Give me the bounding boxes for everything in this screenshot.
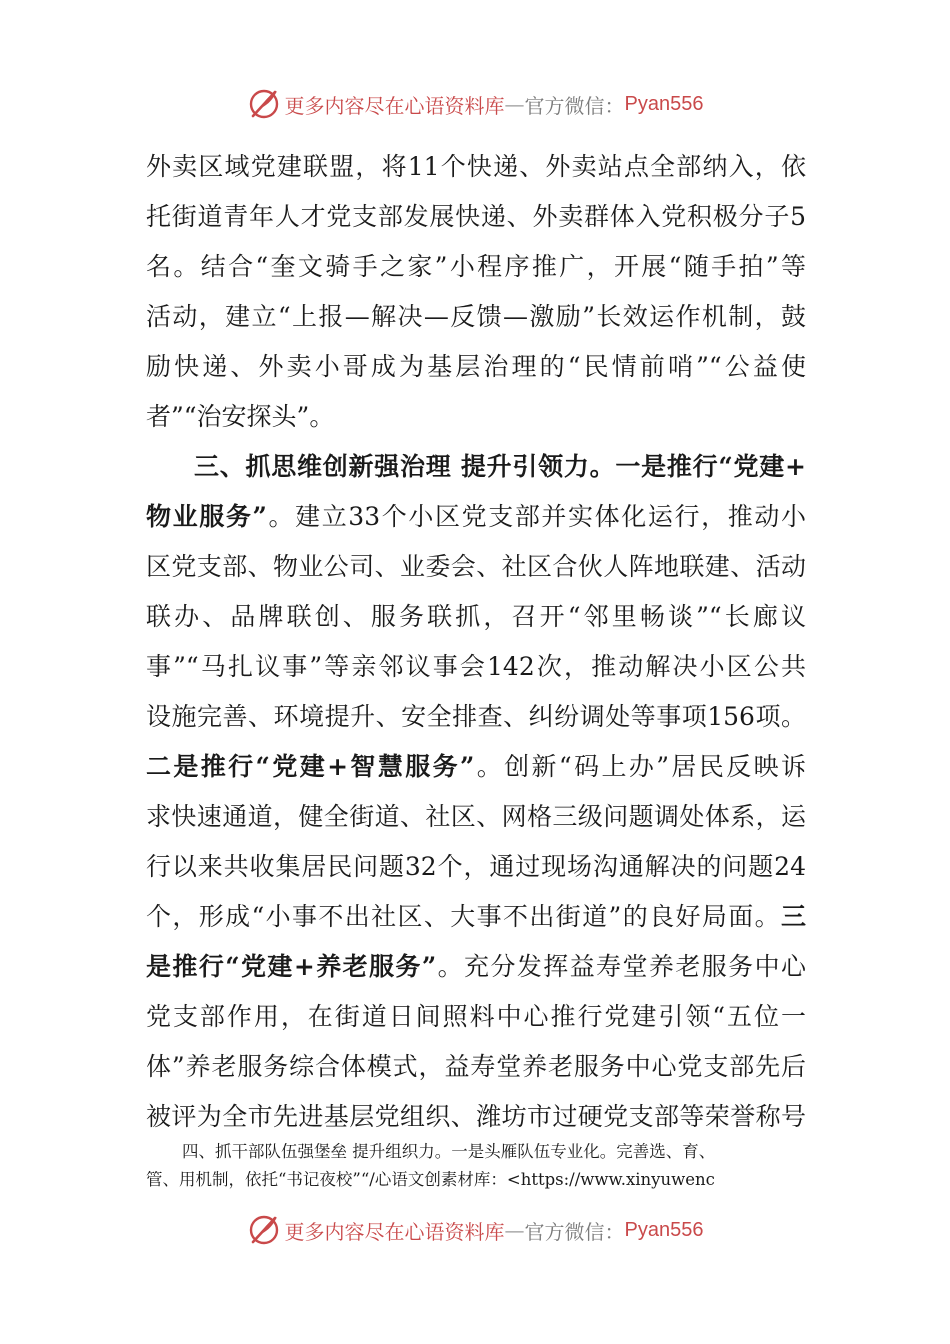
watermark-id: Pyan556 (624, 1218, 704, 1241)
text-line: 行以来共收集居民问题32个，通过现场沟通解决的问题24 (146, 852, 806, 881)
text-span: 。充分发挥益寿堂养老服务中心 (436, 952, 806, 981)
text-span: 。创新“码上办”居民反映诉 (474, 752, 806, 781)
text-line: 设施完善、环境提升、安全排查、纠纷调处等事项156项。 (146, 702, 806, 731)
footer-watermark (0, 1210, 950, 1250)
first-measure-bold: 一是推行“党建+ (615, 452, 806, 481)
quill-logo-icon (247, 1213, 281, 1247)
section-heading-line (146, 442, 806, 492)
first-measure-bold-cont: 物业服务” (146, 502, 267, 531)
text-line: 党支部作用，在街道日间照料中心推行党建引领“五位一 (146, 1002, 806, 1031)
text-line: 托街道青年人才党支部发展快递、外卖群体入党积极分子5 (146, 202, 806, 231)
text-line (146, 492, 806, 542)
text-line: 励快递、外卖小哥成为基层治理的“民情前哨”“公益使 (146, 352, 806, 381)
watermark-label: 官方微信： (524, 93, 625, 118)
second-measure-bold: 二是推行“党建+智慧服务” (146, 752, 475, 781)
text-line (146, 892, 806, 942)
text-span: 个，形成“小事不出社区、大事不出街道”的良好局面。 (146, 902, 781, 931)
footer-text-line: 管、用机制，依托“书记夜校”“/心语文创素材库：<https://www.xinyuwenc (146, 1170, 715, 1189)
watermark-id: Pyan556 (624, 92, 704, 115)
document-body (146, 142, 806, 1142)
watermark-separator: — (504, 92, 525, 116)
text-line (146, 942, 806, 992)
watermark-text: 更多内容尽在心语资料库 (284, 93, 505, 118)
text-line: 事”“马扎议事”等亲邻议事会142次，推动解决小区公共 (146, 652, 806, 681)
watermark-label: 官方微信： (524, 1219, 625, 1244)
text-line: 区党支部、物业公司、业委会、社区合伙人阵地联建、活动 (146, 552, 806, 581)
text-line: 外卖区域党建联盟，将11个快递、外卖站点全部纳入，依 (146, 152, 806, 181)
text-span: 。建立33个小区党支部并实体化运行，推动小 (266, 502, 806, 531)
quill-logo-icon (247, 87, 281, 121)
text-line (146, 742, 806, 792)
third-measure-bold-start: 三 (780, 902, 806, 931)
footer-text-line: 四、抓干部队伍强堡垒 提升组织力。一是头雁队伍专业化。完善选、育、 (182, 1142, 716, 1161)
text-line: 被评为全市先进基层党组织、潍坊市过硬党支部等荣誉称号 (146, 1102, 806, 1131)
watermark-text: 更多内容尽在心语资料库 (284, 1219, 505, 1244)
text-line: 体”养老服务综合体模式，益寿堂养老服务中心党支部先后 (146, 1052, 806, 1081)
watermark-separator: — (504, 1218, 525, 1242)
section-heading: 三、抓思维创新强治理 提升引领力。 (194, 452, 616, 481)
text-line: 求快速通道，健全街道、社区、网格三级问题调处体系，运 (146, 802, 806, 831)
text-line: 名。结合“奎文骑手之家”小程序推广，开展“随手拍”等 (146, 252, 806, 281)
text-line: 者”“治安探头”。 (146, 402, 335, 431)
third-measure-bold: 是推行“党建+养老服务” (146, 952, 437, 981)
text-line: 活动，建立“上报—解决—反馈—激励”长效运作机制，鼓 (146, 302, 806, 331)
header-watermark (0, 84, 950, 124)
text-line: 联办、品牌联创、服务联抓，召开“邻里畅谈”“长廊议 (146, 602, 806, 631)
